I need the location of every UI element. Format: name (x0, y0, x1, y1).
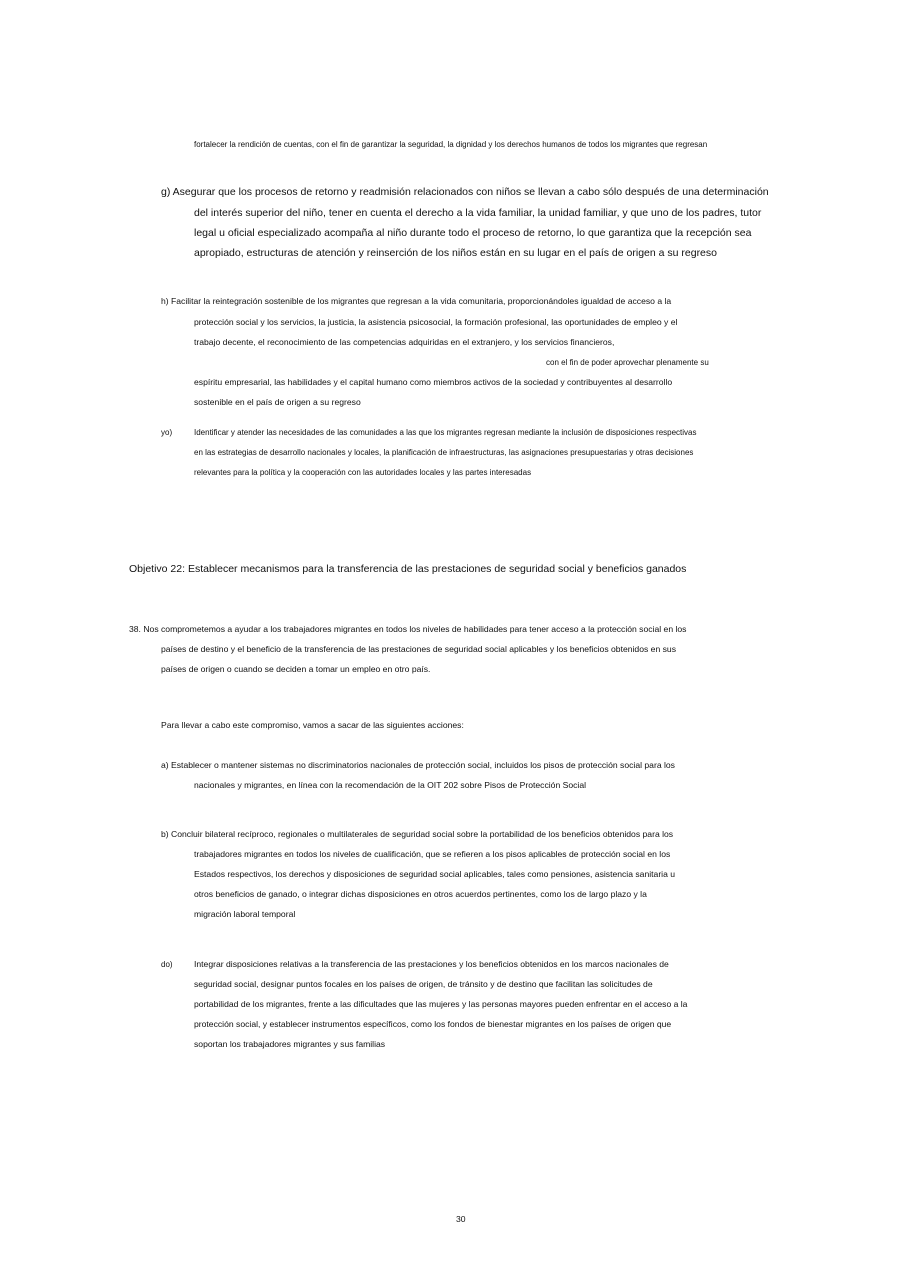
item-b-line-3: Estados respectivos, los derechos y disposiciones de seguridad social aplicables, tales como pensiones, asistencia sanitaria u (194, 869, 676, 879)
item-a-line-1: a) Establecer o mantener sistemas no discriminatorios nacionales de protección social, incluidos los pisos de protección social para los (161, 760, 675, 770)
item-c-line-1: Integrar disposiciones relativas a la transferencia de las prestaciones y los beneficios obtenidos en los marcos nacionales de (194, 959, 669, 969)
item-b-line-1: b) Concluir bilateral recíproco, regionales o multilaterales de seguridad social sobre la portabilidad de los beneficios obtenidos para los (161, 829, 674, 839)
item-b-line-4: otros beneficios de ganado, o integrar dichas disposiciones en otros acuerdos pertinentes, como los de largo plazo y la (194, 889, 647, 899)
item-h-line-1: h) Facilitar la reintegración sostenible de los migrantes que regresan a la vida comunitaria, proporcionándoles igualdad de acceso a la (161, 296, 672, 306)
item-a-line-2: nacionales y migrantes, en línea con la recomendación de la OIT 202 sobre Pisos de Protección Social (194, 780, 587, 790)
item-i-marker: yo) (161, 428, 173, 437)
item-h-line-4: con el fin de poder aprovechar plenamente su (546, 358, 709, 367)
item-g-line-2: del interés superior del niño, tener en cuenta el derecho a la vida familiar, la unidad familiar, y que uno de los padres, tutor (194, 207, 762, 219)
item-h-line-2: protección social y los servicios, la justicia, la asistencia psicosocial, la formación profesional, las oportunidades de empleo y el (194, 317, 678, 327)
objective-heading: Objetivo 22: Establecer mecanismos para la transferencia de las prestaciones de seguridad social y beneficios ganados (129, 563, 687, 575)
item-i-line-1: Identificar y atender las necesidades de las comunidades a las que los migrantes regresan mediante la inclusión de disposiciones respectivas (194, 428, 697, 437)
item-g-line-3: legal u oficial especializado acompaña al niño durante todo el proceso de retorno, lo que garantiza que la recepción sea (194, 227, 752, 239)
continuation-line: fortalecer la rendición de cuentas, con el fin de garantizar la seguridad, la dignidad y los derechos humanos de todos los migrantes que regresan (194, 140, 708, 149)
item-b-line-5: migración laboral temporal (194, 909, 296, 919)
paragraph-38-line-2: países de destino y el beneficio de la transferencia de las prestaciones de seguridad social aplicables y los beneficios obtenidos en sus (161, 644, 676, 654)
item-g-line-1: g) Asegurar que los procesos de retorno y readmisión relacionados con niños se llevan a cabo sólo después de una determinación (161, 186, 769, 198)
item-h-line-5: espíritu empresarial, las habilidades y el capital humano como miembros activos de la sociedad y contribuyentes al desarrollo (194, 377, 673, 387)
item-i-line-3: relevantes para la política y la cooperación con las autoridades locales y las partes interesadas (194, 468, 532, 477)
item-c-marker: do) (161, 960, 173, 969)
paragraph-38-line-1: 38. Nos comprometemos a ayudar a los trabajadores migrantes en todos los niveles de habilidades para tener acceso a la protección social en los (129, 624, 687, 634)
item-i-line-2: en las estrategias de desarrollo nacionales y locales, la planificación de infraestructuras, las asignaciones presupuestarias y otras decisiones (194, 448, 694, 457)
item-c-line-3: portabilidad de los migrantes, frente a las dificultades que las mujeres y las personas mayores pueden enfrentar en el acceso a la (194, 999, 688, 1009)
item-h-line-6: sostenible en el país de origen a su regreso (194, 397, 361, 407)
item-c-line-2: seguridad social, designar puntos focales en los países de origen, de tránsito y de destino que facilitan las solicitudes de (194, 979, 653, 989)
item-g-line-4: apropiado, estructuras de atención y reinserción de los niños están en su lugar en el país de origen a su regreso (194, 247, 717, 259)
item-b-line-2: trabajadores migrantes en todos los niveles de cualificación, que se refieren a los pisos aplicables de protección social en los (194, 849, 671, 859)
item-c-line-4: protección social, y establecer instrumentos específicos, como los fondos de bienestar migrantes en los países de origen que (194, 1019, 672, 1029)
page-number: 30 (456, 1214, 466, 1224)
item-c-line-5: soportan los trabajadores migrantes y sus familias (194, 1039, 386, 1049)
item-h-line-3: trabajo decente, el reconocimiento de las competencias adquiridas en el extranjero, y los servicios financieros, (194, 337, 615, 347)
actions-intro: Para llevar a cabo este compromiso, vamos a sacar de las siguientes acciones: (161, 720, 464, 730)
paragraph-38-line-3: países de origen o cuando se deciden a tomar un empleo en otro país. (161, 664, 431, 674)
